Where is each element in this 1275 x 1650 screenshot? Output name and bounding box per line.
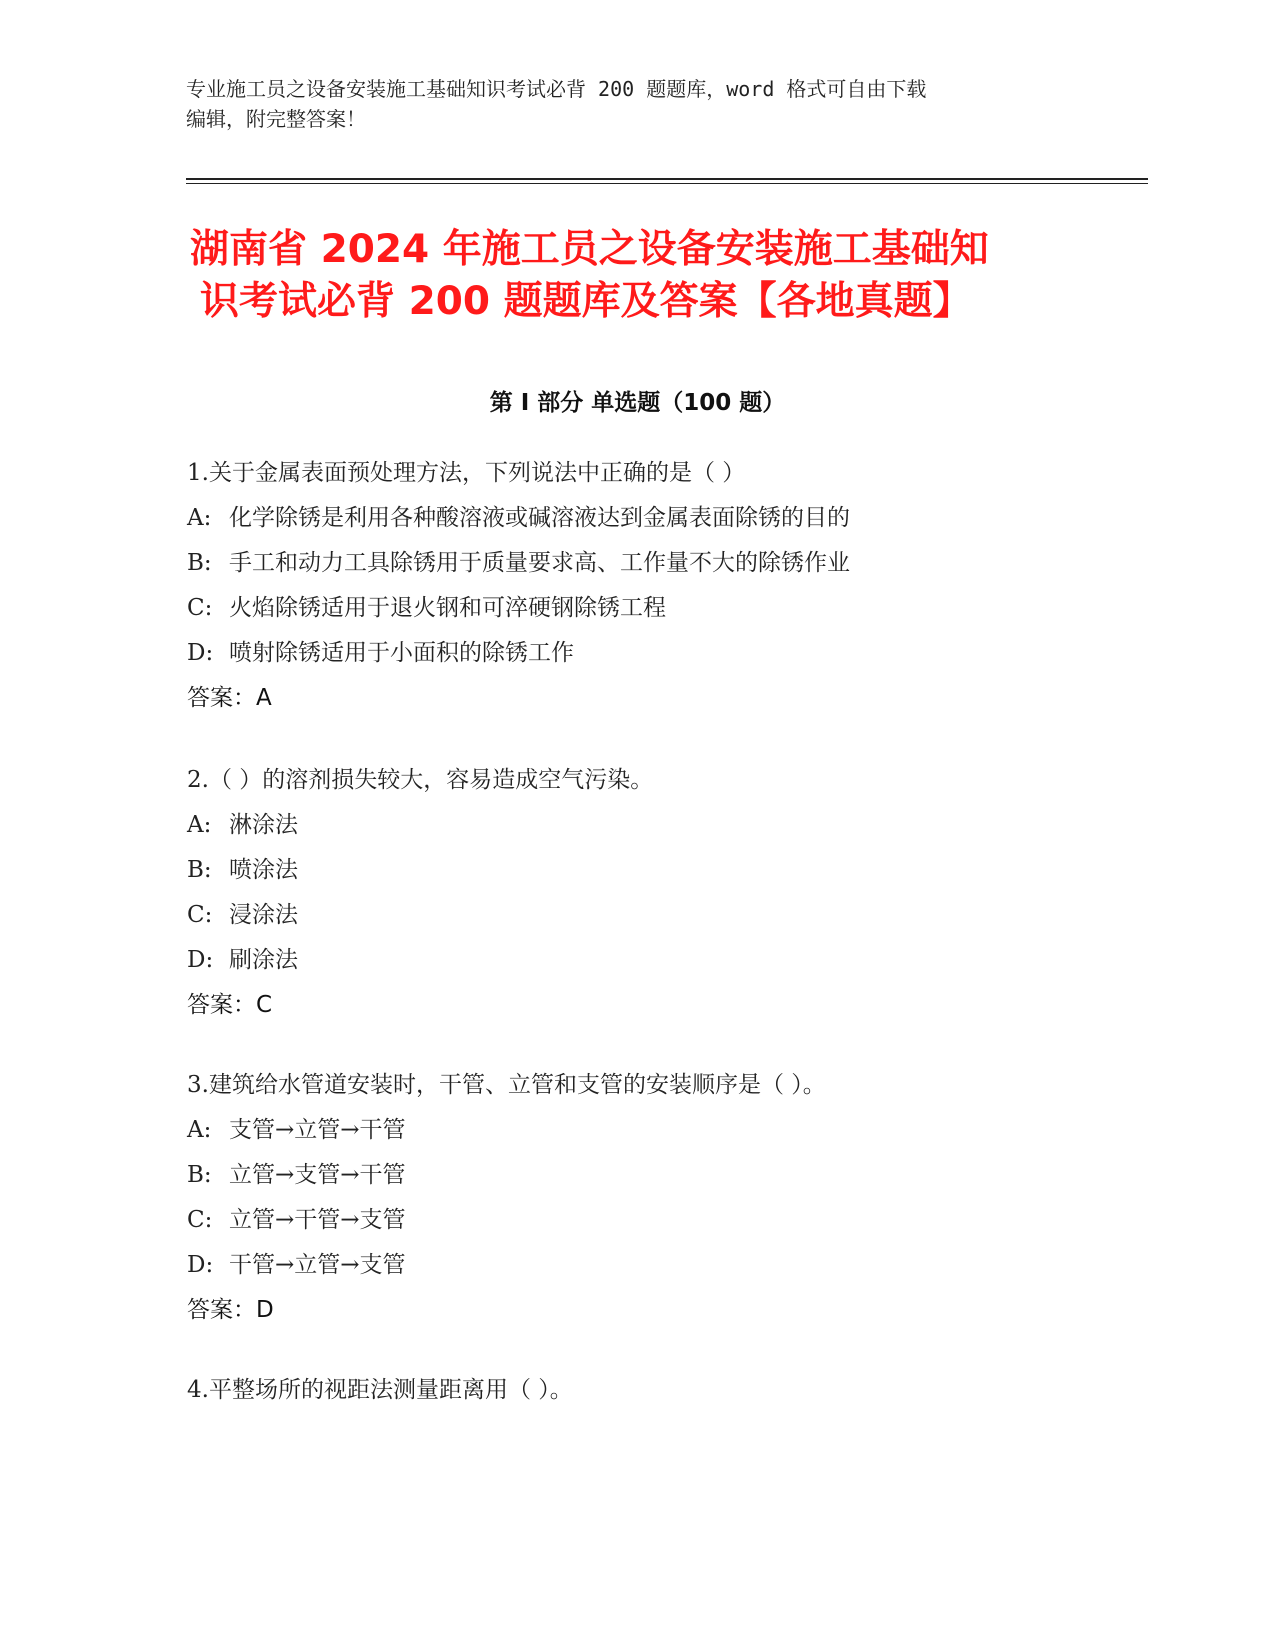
option-letter: D: bbox=[187, 640, 214, 666]
question-stem: 2.（ ）的溶剂损失较大，容易造成空气污染。 bbox=[187, 767, 654, 793]
option-text: 喷涂法 bbox=[229, 857, 298, 883]
option-d bbox=[187, 1243, 1187, 1288]
question-stem: 4.平整场所的视距法测量距离用（ ）。 bbox=[187, 1377, 573, 1403]
section-heading: 第 I 部分 单选题（100 题） bbox=[489, 390, 786, 416]
option-a bbox=[187, 496, 1187, 541]
option-text: 浸涂法 bbox=[229, 902, 298, 928]
option-letter: B: bbox=[187, 550, 212, 576]
answer-line: 答案：A bbox=[187, 685, 272, 711]
option-letter: B: bbox=[187, 857, 212, 883]
option-letter: B: bbox=[187, 1162, 212, 1188]
document-title bbox=[190, 224, 1090, 328]
option-letter: D: bbox=[187, 947, 214, 973]
document-title-line-2: 识考试必背 200 题题库及答案【各地真题】 bbox=[200, 279, 972, 324]
option-letter: C: bbox=[187, 1207, 213, 1233]
option-b bbox=[187, 848, 1187, 893]
option-text: 立管→干管→支管 bbox=[229, 1207, 406, 1233]
question-1 bbox=[187, 451, 1187, 721]
option-c bbox=[187, 586, 1187, 631]
header-note-line-1: 专业施工员之设备安装施工基础知识考试必背 200 题题库，word 格式可自由下载 bbox=[186, 77, 927, 101]
question-stem: 1.关于金属表面预处理方法，下列说法中正确的是（ ） bbox=[187, 460, 746, 486]
question-2 bbox=[187, 758, 1187, 1028]
answer-line: 答案：C bbox=[187, 992, 273, 1018]
header-note-line-2: 编辑，附完整答案！ bbox=[186, 107, 366, 131]
question-3 bbox=[187, 1063, 1187, 1333]
option-letter: D: bbox=[187, 1252, 214, 1278]
option-text: 淋涂法 bbox=[229, 812, 298, 838]
option-text: 火焰除锈适用于退火钢和可淬硬钢除锈工程 bbox=[229, 595, 666, 621]
option-b bbox=[187, 541, 1187, 586]
option-text: 干管→立管→支管 bbox=[229, 1252, 406, 1278]
option-text: 支管→立管→干管 bbox=[229, 1117, 406, 1143]
option-text: 化学除锈是利用各种酸溶液或碱溶液达到金属表面除锈的目的 bbox=[229, 505, 850, 531]
option-d bbox=[187, 938, 1187, 983]
option-c bbox=[187, 1198, 1187, 1243]
option-d bbox=[187, 631, 1187, 676]
header-note bbox=[186, 74, 1086, 134]
option-b bbox=[187, 1153, 1187, 1198]
option-a bbox=[187, 1108, 1187, 1153]
option-letter: A: bbox=[187, 505, 212, 531]
document-title-line-1: 湖南省 2024 年施工员之设备安装施工基础知 bbox=[190, 227, 989, 272]
header-divider-thick bbox=[186, 178, 1148, 180]
answer-line: 答案：D bbox=[187, 1297, 274, 1323]
option-text: 立管→支管→干管 bbox=[229, 1162, 406, 1188]
question-stem: 3.建筑给水管道安装时，干管、立管和支管的安装顺序是（ ）。 bbox=[187, 1072, 826, 1098]
option-c bbox=[187, 893, 1187, 938]
option-letter: C: bbox=[187, 902, 213, 928]
option-text: 手工和动力工具除锈用于质量要求高、工作量不大的除锈作业 bbox=[229, 550, 850, 576]
option-letter: C: bbox=[187, 595, 213, 621]
option-text: 刷涂法 bbox=[229, 947, 298, 973]
option-letter: A: bbox=[187, 1117, 212, 1143]
option-text: 喷射除锈适用于小面积的除锈工作 bbox=[229, 640, 574, 666]
option-a bbox=[187, 803, 1187, 848]
header-divider-thin bbox=[186, 183, 1148, 184]
option-letter: A: bbox=[187, 812, 212, 838]
question-4 bbox=[187, 1368, 1187, 1413]
